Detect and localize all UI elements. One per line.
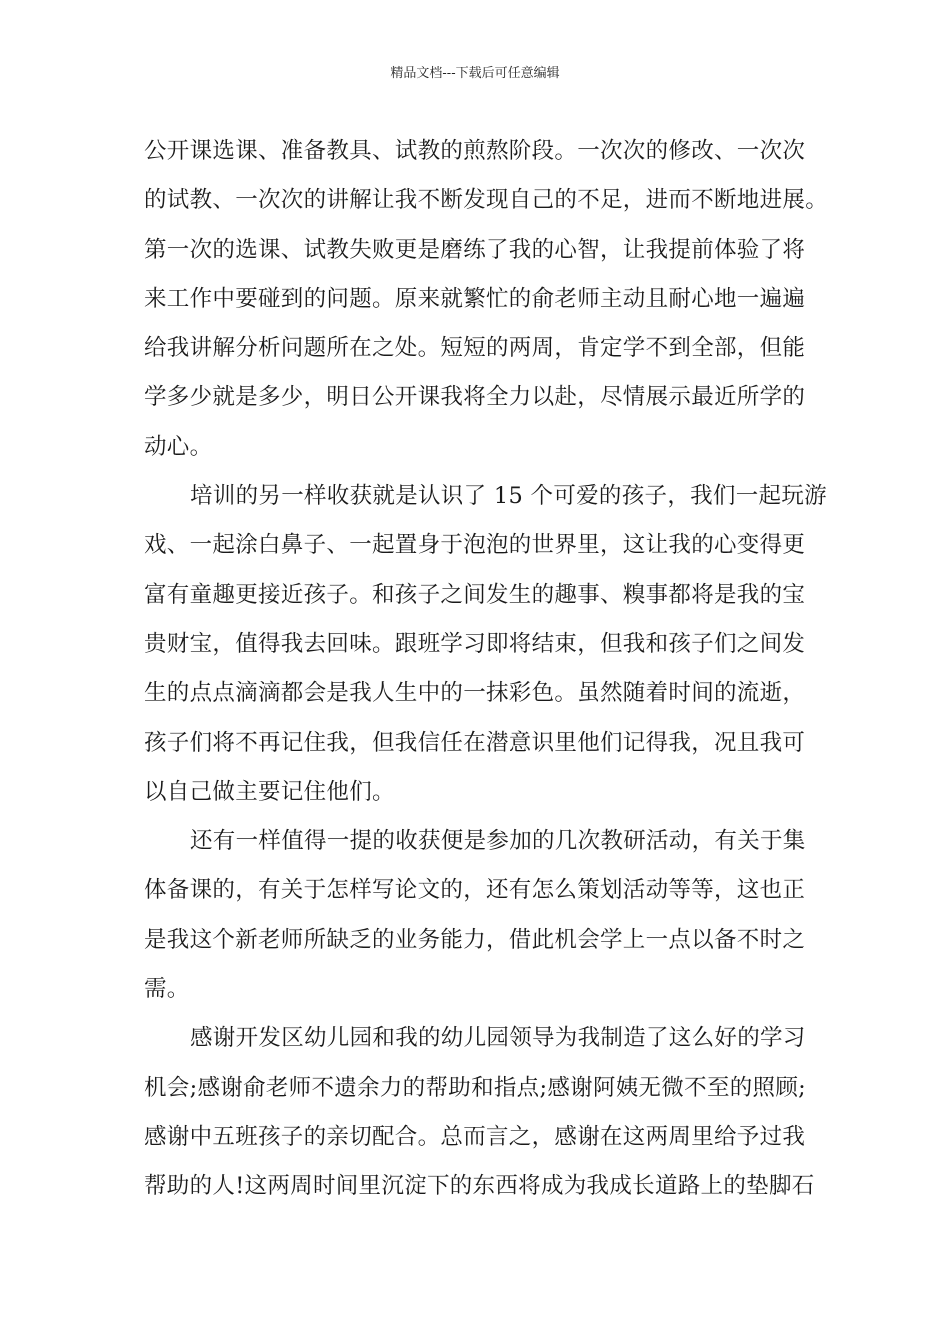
text-line: 帮助的人!这两周时间里沉淀下的东西将成为我成长道路上的垫脚石 bbox=[144, 1173, 815, 1200]
text-line: 动心。 bbox=[144, 433, 213, 460]
text-line: 给我讲解分析问题所在之处。短短的两周，肯定学不到全部，但能 bbox=[144, 335, 806, 362]
page-header: 精品文档---下载后可任意编辑 bbox=[390, 66, 560, 81]
text-line: 感谢中五班孩子的亲切配合。总而言之，感谢在这两周里给予过我 bbox=[144, 1123, 806, 1150]
text-line: 戏、一起涂白鼻子、一起置身于泡泡的世界里，这让我的心变得更 bbox=[144, 532, 806, 559]
paragraph-first-line: 感谢开发区幼儿园和我的幼儿园领导为我制造了这么好的学习 bbox=[190, 1025, 806, 1052]
text-line: 公开课选课、准备教具、试教的煎熬阶段。一次次的修改、一次次 bbox=[144, 138, 806, 164]
document-body bbox=[144, 130, 829, 1215]
text-line: 富有童趣更接近孩子。和孩子之间发生的趣事、糗事都将是我的宝 bbox=[144, 581, 806, 608]
paragraph-first-line: 培训的另一样收获就是认识了 15 个可爱的孩子，我们一起玩游 bbox=[190, 483, 827, 510]
text-line: 体备课的，有关于怎样写论文的，还有怎么策划活动等等，这也正 bbox=[144, 877, 806, 904]
text-line: 的试教、一次次的讲解让我不断发现自己的不足，进而不断地进展。 bbox=[144, 187, 829, 214]
text-line: 来工作中要碰到的问题。原来就繁忙的俞老师主动且耐心地一遍遍 bbox=[144, 285, 806, 312]
text-line: 需。 bbox=[144, 976, 190, 1003]
text-line: 生的点点滴滴都会是我人生中的一抹彩色。虽然随着时间的流逝， bbox=[144, 680, 806, 707]
text-line: 学多少就是多少，明日公开课我将全力以赴，尽情展示最近所学的 bbox=[144, 384, 806, 411]
text-line: 是我这个新老师所缺乏的业务能力，借此机会学上一点以备不时之 bbox=[144, 926, 806, 953]
text-line: 机会;感谢俞老师不遗余力的帮助和指点;感谢阿姨无微不至的照顾; bbox=[144, 1074, 807, 1101]
text-line: 第一次的选课、试教失败更是磨练了我的心智，让我提前体验了将 bbox=[144, 236, 806, 263]
paragraph-first-line: 还有一样值得一提的收获便是参加的几次教研活动，有关于集 bbox=[190, 828, 806, 855]
text-line: 孩子们将不再记住我，但我信任在潜意识里他们记得我，况且我可 bbox=[144, 729, 806, 756]
text-line: 以自己做主要记住他们。 bbox=[144, 778, 395, 805]
text-line: 贵财宝，值得我去回味。跟班学习即将结束，但我和孩子们之间发 bbox=[144, 630, 806, 657]
